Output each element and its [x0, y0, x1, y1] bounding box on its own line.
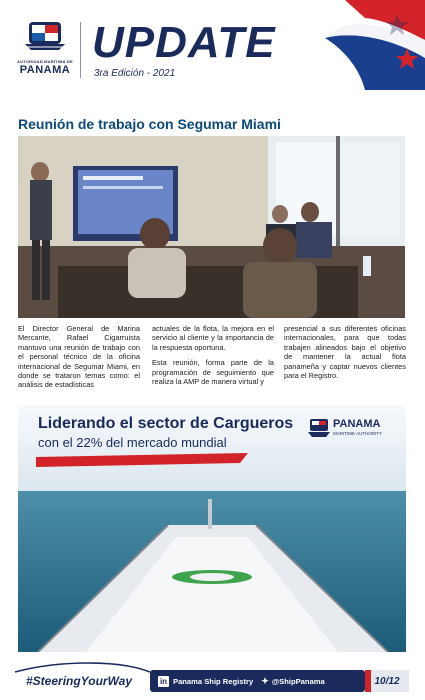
logo-name: PANAMA	[19, 64, 71, 76]
social-bar	[150, 670, 365, 692]
banner-headline: Liderando el sector de Cargueros	[38, 415, 294, 432]
banner-subline: con el 22% del mercado mundial	[38, 435, 227, 450]
banner-logo	[308, 417, 398, 443]
amp-logo	[14, 18, 76, 76]
linkedin-icon[interactable]: in	[159, 676, 168, 686]
hashtag: #SteeringYourWay	[26, 674, 133, 688]
page-accent	[365, 670, 371, 692]
banner-brand: PANAMA	[333, 418, 381, 430]
page-footer	[0, 658, 425, 700]
meeting-photo	[18, 136, 405, 318]
page-header	[0, 0, 425, 90]
twitter-icon[interactable]: ✦	[261, 675, 269, 686]
newsletter-title: UPDATE	[92, 18, 276, 67]
article-column-2	[152, 324, 274, 392]
article-column-3	[284, 324, 406, 386]
article-column-1	[18, 324, 140, 396]
paragraph: presencial a sus diferentes oficinas internacionales, para que todas trabajen alineados bajo el objetivo de mantener la actual flota panameña y captar nuevos clientes para el Registro.	[284, 324, 406, 381]
edition-label: 3ra Edición - 2021	[94, 68, 176, 79]
paragraph: Esta reunión, forma parte de la programación de seguimiento que realiza la AMP de manera virtual y	[152, 358, 274, 387]
panama-flag-graphic	[305, 0, 425, 90]
paragraph: actuales de la flota, la mejora en el servicio al cliente y la importancia de la respuesta oportuna.	[152, 324, 274, 352]
logo-subtitle: AUTORIDAD MARÍTIMA DE	[17, 59, 73, 64]
twitter-handle[interactable]: @ShipPanama	[271, 676, 325, 686]
banner-brand-sub: MARITIME AUTHORITY	[333, 431, 383, 436]
header-divider	[80, 22, 81, 78]
article-title: Reunión de trabajo con Segumar Miami	[18, 116, 281, 132]
amp-emblem-icon	[308, 417, 330, 439]
page-number: 10/12	[365, 670, 409, 692]
paragraph: El Director General de Marina Mercante, Rafael Cigarruista mantuvo una reunión de trabajo con el personal técnico de la oficina internacional de Segumar Miami, en donde se trataron temas como: el análisis de estadísticas	[18, 324, 140, 390]
ship-emblem-icon	[23, 18, 67, 52]
linkedin-handle[interactable]: Panama Ship Registry	[173, 676, 254, 686]
cargo-banner	[18, 405, 406, 652]
